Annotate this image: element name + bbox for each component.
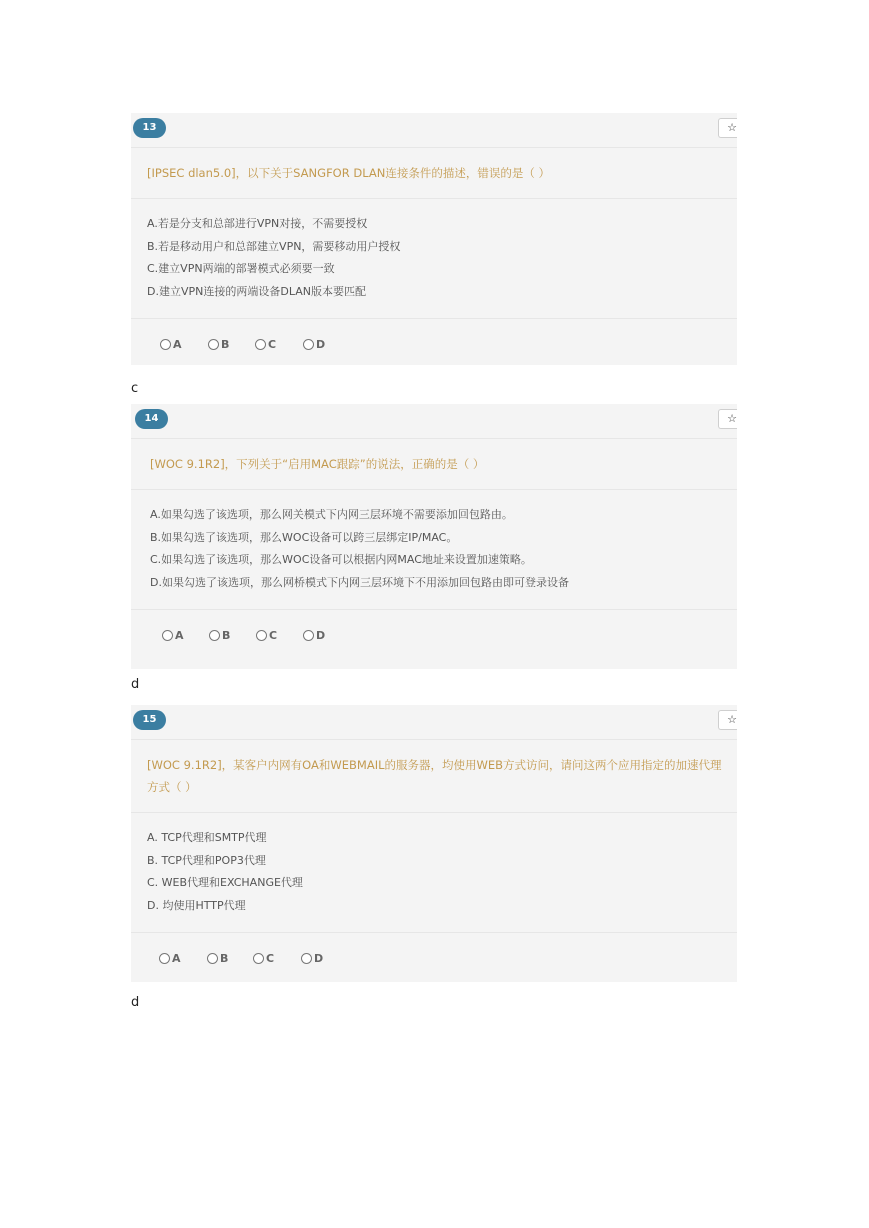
radio-circle-icon[interactable]: [255, 339, 266, 350]
choice-label: A: [175, 628, 184, 642]
radio-circle-icon[interactable]: [256, 630, 267, 641]
option-text: A.如果勾选了该选项，那么网关模式下内网三层环境不需要添加回包路由。: [150, 508, 513, 521]
radio-circle-icon[interactable]: [159, 953, 170, 964]
star-icon[interactable]: ☆: [718, 409, 737, 429]
star-icon[interactable]: ☆: [718, 710, 737, 730]
radio-circle-icon[interactable]: [208, 339, 219, 350]
option-text: A.若是分支和总部进行VPN对接，不需要授权: [147, 217, 368, 230]
question-number-badge: 14: [135, 409, 168, 429]
choice-c[interactable]: [253, 952, 274, 966]
question-title: [IPSEC dlan5.0]，以下关于SANGFOR DLAN连接条件的描述，错误的是（ ）: [131, 148, 737, 199]
radio-circle-icon[interactable]: [209, 630, 220, 641]
choice-c[interactable]: [256, 629, 277, 643]
question-options: [131, 199, 737, 319]
option-text: B. TCP代理和POP3代理: [147, 853, 266, 867]
answer-choices: [131, 319, 737, 365]
choice-label: D: [316, 628, 326, 642]
question-options: [131, 813, 737, 933]
question-header: [131, 113, 737, 148]
option-text: C. WEB代理和EXCHANGE代理: [147, 876, 303, 890]
option-text: B.若是移动用户和总部建立VPN，需要移动用户授权: [147, 239, 401, 253]
answer-choices: [131, 610, 737, 656]
choice-a[interactable]: [159, 952, 181, 966]
choice-d[interactable]: [303, 338, 325, 352]
choice-a[interactable]: [162, 629, 184, 643]
choice-label: D: [316, 337, 326, 351]
choice-label: A: [173, 337, 182, 351]
radio-circle-icon[interactable]: [301, 953, 312, 964]
answer-text: d: [131, 995, 140, 1010]
question-header: [131, 705, 737, 740]
question-card-15: [131, 705, 737, 982]
option-text: D. 均使用HTTP代理: [147, 899, 246, 913]
choice-label: C: [266, 951, 275, 965]
choice-label: C: [269, 628, 278, 642]
choice-b[interactable]: [208, 338, 229, 352]
choice-b[interactable]: [207, 952, 228, 966]
radio-circle-icon[interactable]: [160, 339, 171, 350]
question-card-14: [131, 404, 737, 669]
radio-circle-icon[interactable]: [253, 953, 264, 964]
radio-circle-icon[interactable]: [303, 630, 314, 641]
choice-a[interactable]: [160, 338, 182, 352]
choice-d[interactable]: [301, 952, 323, 966]
option-text: A. TCP代理和SMTP代理: [147, 831, 267, 844]
question-number-badge: 13: [133, 118, 166, 138]
star-icon[interactable]: ☆: [718, 118, 737, 138]
question-title: [WOC 9.1R2]，下列关于“启用MAC跟踪”的说法，正确的是（ ）: [131, 439, 737, 490]
question-title: [WOC 9.1R2]，某客户内网有OA和WEBMAIL的服务器，均使用WEB方式访问，请问这两个应用指定的加速代理方式（ ）: [131, 740, 737, 813]
answer-text: c: [131, 381, 139, 396]
choice-d[interactable]: [303, 629, 325, 643]
answer-text: d: [131, 677, 140, 692]
choice-b[interactable]: [209, 629, 230, 643]
option-text: C.建立VPN两端的部署模式必须要一致: [147, 262, 335, 276]
choice-label: C: [268, 337, 277, 351]
radio-circle-icon[interactable]: [303, 339, 314, 350]
question-header: [131, 404, 737, 439]
choice-c[interactable]: [255, 338, 276, 352]
option-text: B.如果勾选了该选项，那么WOC设备可以跨三层绑定IP/MAC。: [150, 530, 458, 544]
radio-circle-icon[interactable]: [207, 953, 218, 964]
choice-label: B: [222, 628, 231, 642]
question-number-badge: 15: [133, 710, 166, 730]
choice-label: D: [314, 951, 324, 965]
radio-circle-icon[interactable]: [162, 630, 173, 641]
choice-label: A: [172, 951, 181, 965]
choice-label: B: [221, 337, 230, 351]
option-text: D.如果勾选了该选项，那么网桥模式下内网三层环境下不用添加回包路由即可登录设备: [150, 576, 569, 590]
answer-choices: [131, 933, 737, 979]
question-options: [131, 490, 737, 610]
question-card-13: [131, 113, 737, 365]
option-text: D.建立VPN连接的两端设备DLAN版本要匹配: [147, 285, 366, 299]
option-text: C.如果勾选了该选项，那么WOC设备可以根据内网MAC地址来设置加速策略。: [150, 553, 532, 567]
choice-label: B: [220, 951, 229, 965]
